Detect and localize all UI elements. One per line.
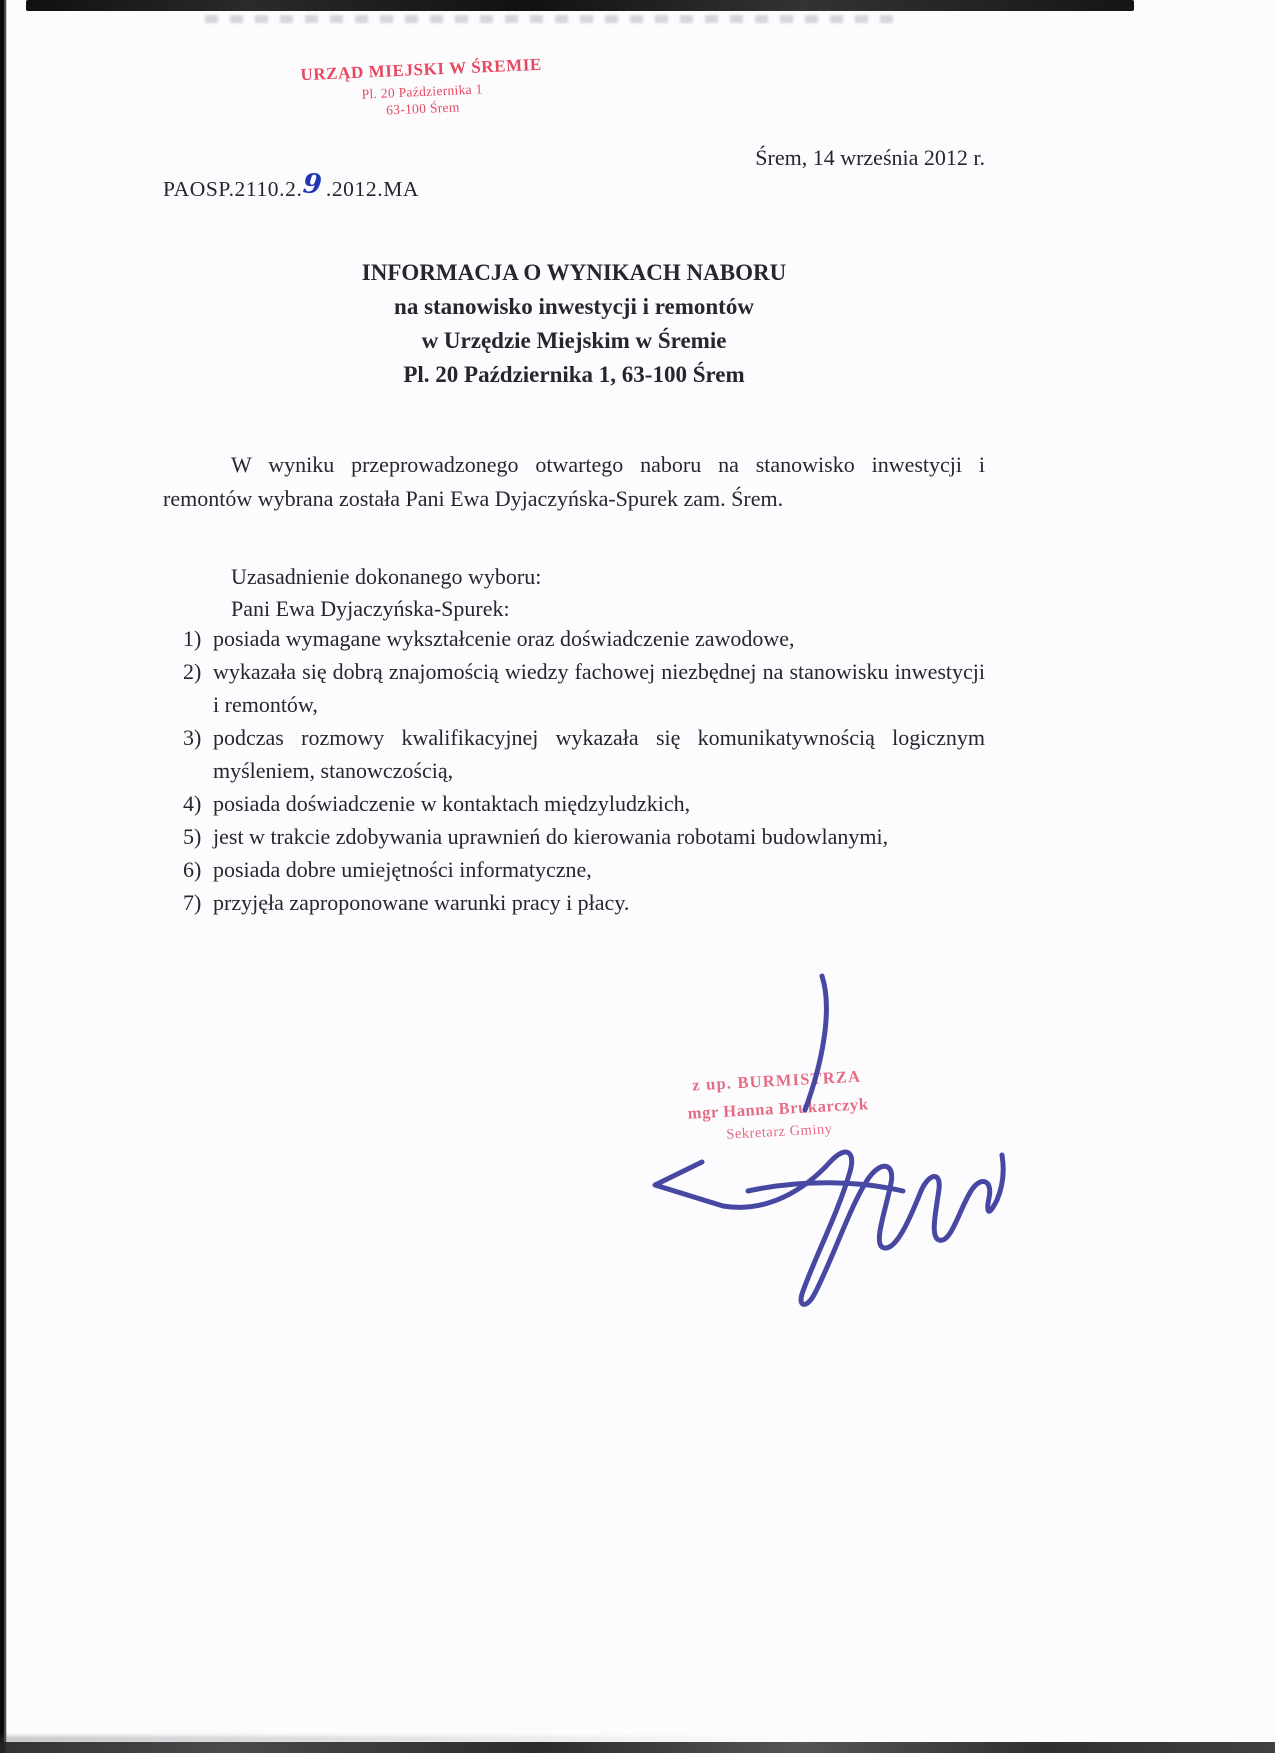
list-item [163, 820, 985, 853]
list-item-number: 7) [183, 890, 202, 915]
list-item [163, 787, 985, 820]
list-item [163, 622, 985, 655]
stamp-signatory-name: mgr Hanna Brukarczyk [687, 1094, 870, 1123]
stamp-office-city: 63-100 Śrem [385, 99, 460, 118]
intro-paragraph: W wyniku przeprowadzonego otwartego naboru na stanowisko inwestycji i remontów wybrana została Pani Ewa Dyjaczyńska-Spurek zam. Śrem. [163, 452, 985, 511]
scan-artifact-noise-line [205, 15, 905, 23]
office-header-stamp [275, 54, 569, 124]
scan-artifact-left-band [0, 0, 7, 1753]
reference-number [163, 168, 420, 203]
stamp-authority-line: z up. BURMISTRZA [691, 1066, 862, 1095]
title-line-2: na stanowisko inwestycji i remontów [394, 294, 754, 319]
list-item [163, 886, 985, 919]
list-item-text: wykazała się dobrą znajomością wiedzy fachowej niezbędnej na stanowisku inwestycji i remontów, [213, 659, 985, 717]
list-item-number: 5) [183, 824, 202, 849]
reasons-list [163, 622, 985, 919]
list-item [163, 721, 985, 787]
list-item-number: 6) [183, 857, 202, 882]
list-item-text: jest w trakcie zdobywania uprawnień do kierowania robotami budowlanymi, [213, 824, 889, 849]
justification-heading: Uzasadnienie dokonanego wyboru: [231, 564, 542, 589]
list-item-text: posiada doświadczenie w kontaktach międzyludzkich, [213, 791, 691, 816]
title-line-1: INFORMACJA O WYNIKACH NABORU [361, 260, 787, 285]
signature-stroke [805, 976, 826, 1110]
list-item [163, 655, 985, 721]
stamp-signatory-title: Sekretarz Gminy [725, 1121, 833, 1143]
list-item-text: posiada dobre umiejętności informatyczne, [213, 857, 592, 882]
list-item-number: 4) [183, 791, 202, 816]
stamp-office-name: URZĄD MIEJSKI W ŚREMIE [300, 54, 543, 85]
handwritten-signature [598, 948, 1028, 1308]
scan-artifact-bottom-band [0, 1742, 1275, 1753]
document-dateline: Śrem, 14 września 2012 r. [755, 145, 985, 170]
list-item-text: przyjęła zaproponowane warunki pracy i płacy. [213, 890, 630, 915]
list-item [163, 853, 985, 886]
handwritten-case-number: 9 [302, 168, 324, 201]
document-title-block [163, 256, 985, 392]
justification-block [163, 561, 985, 625]
list-item-text: posiada wymagane wykształcenie oraz doświadczenie zawodowe, [213, 626, 795, 651]
stamp-office-street: Pl. 20 Października 1 [361, 81, 483, 102]
reference-prefix: PAOSP.2110.2. [163, 177, 303, 201]
list-item-number: 1) [183, 626, 202, 651]
list-item-text: podczas rozmowy kwalifikacyjnej wykazała się komunikatywnością logicznym myśleniem, stanowczością, [213, 725, 985, 783]
selected-person-line: Pani Ewa Dyjaczyńska-Spurek: [231, 596, 510, 621]
signature-stroke [655, 1152, 1003, 1304]
list-item-number: 2) [183, 659, 202, 684]
reference-suffix: .2012.MA [325, 177, 420, 201]
title-line-4: Pl. 20 Października 1, 63-100 Śrem [403, 362, 745, 387]
scan-artifact-top-band [26, 0, 1134, 11]
signature-stroke [748, 1183, 903, 1191]
title-line-3: w Urzędzie Miejskim w Śremie [421, 328, 727, 353]
list-item-number: 3) [183, 725, 202, 750]
